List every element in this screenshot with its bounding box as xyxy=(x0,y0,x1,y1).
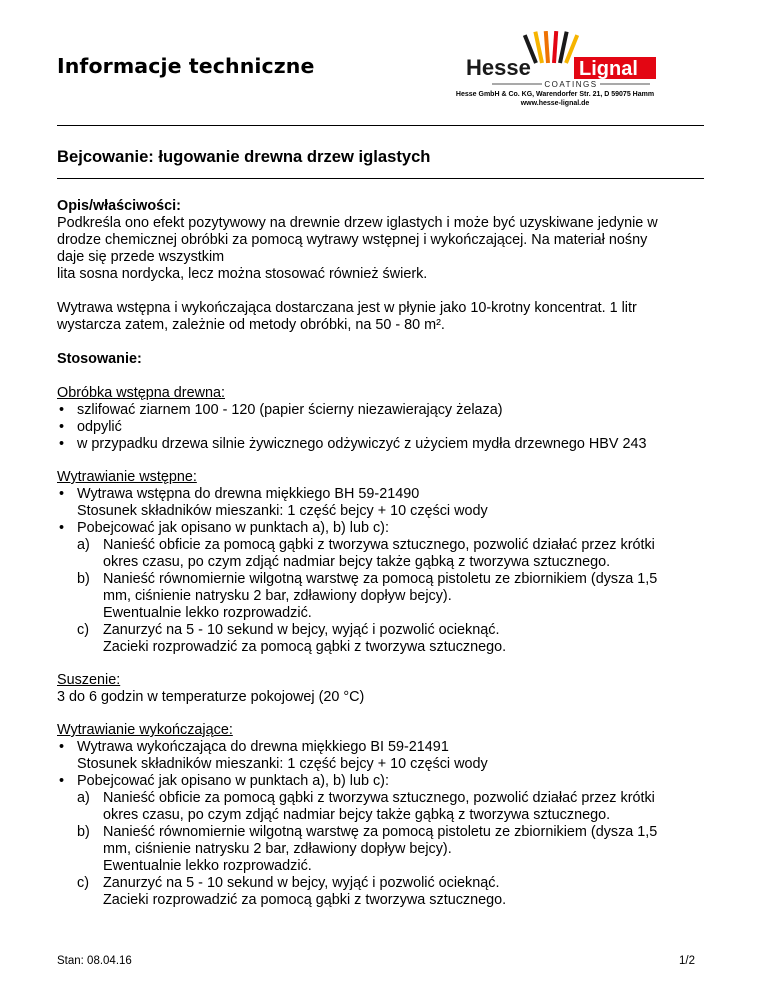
step-line: mm, ciśnienie natrysku 2 bar, zdławiony dopływ bejcy). xyxy=(103,588,452,604)
document-body xyxy=(57,198,707,909)
drying-heading: Suszenie: xyxy=(57,672,121,688)
ratio-line: Stosunek składników mieszanki: 1 część bejcy + 10 części wody xyxy=(77,503,488,519)
step-line: Zanurzyć na 5 - 10 sekund w bejcy, wyjąć i pozwolić ocieknąć. xyxy=(103,875,500,891)
step-line: Ewentualnie lekko rozprowadzić. xyxy=(103,605,312,621)
text-line: wystarcza zatem, zależnie od metody obróbki, na 50 - 80 m². xyxy=(57,317,445,333)
step-b xyxy=(57,824,707,875)
header-divider xyxy=(57,125,704,126)
logo-coatings-text: COATINGS xyxy=(544,80,598,89)
step-label: a) xyxy=(77,537,90,553)
bullet-item: • w przypadku drzewa silnie żywicznego odżywiczyć z użyciem mydła drzewnego HBV 243 xyxy=(57,436,707,453)
step-line: Ewentualnie lekko rozprowadzić. xyxy=(103,858,312,874)
step-line: Zacieki rozprowadzić za pomocą gąbki z tworzywa sztucznego. xyxy=(103,892,507,908)
company-address xyxy=(440,91,670,108)
step-line: okres czasu, po czym zdjąć nadmiar bejcy także gąbką z tworzywa sztucznego. xyxy=(103,554,611,570)
title-divider xyxy=(57,178,704,179)
hesse-lignal-logo xyxy=(462,31,658,91)
properties-heading: Opis/właściwości: xyxy=(57,198,181,214)
bullet-item: • szlifować ziarnem 100 - 120 (papier ścierny niezawierający żelaza) xyxy=(57,402,707,419)
address-line: Hesse GmbH & Co. KG, Warendorfer Str. 21, D 59075 Hamm xyxy=(455,91,655,98)
text-line: Wytrawa wstępna i wykończająca dostarczana jest w płynie jako 10-krotny koncentrat. 1 litr xyxy=(57,300,637,316)
step-label: b) xyxy=(77,571,90,587)
step-c xyxy=(57,622,707,656)
final-stain-heading: Wytrawianie wykończające: xyxy=(57,722,233,738)
website-line: www.hesse-lignal.de xyxy=(520,99,590,107)
text-line: lita sosna nordycka, lecz można stosować również świerk. xyxy=(57,266,428,282)
step-line: Nanieść równomiernie wilgotną warstwę za pomocą pistoletu ze zbiornikiem (dysza 1,5 xyxy=(103,824,658,840)
step-line: mm, ciśnienie natrysku 2 bar, zdławiony dopływ bejcy). xyxy=(103,841,452,857)
footer-page-number: 1/2 xyxy=(679,955,695,967)
pre-stain-heading: Wytrawianie wstępne: xyxy=(57,469,197,485)
step-line: Zanurzyć na 5 - 10 sekund w bejcy, wyjąć i pozwolić ocieknąć. xyxy=(103,622,500,638)
logo-fan-icon xyxy=(523,31,579,64)
bullet-item: • Pobejcować jak opisano w punktach a), b) lub c): xyxy=(57,520,707,537)
step-line: Nanieść równomiernie wilgotną warstwę za pomocą pistoletu ze zbiornikiem (dysza 1,5 xyxy=(103,571,658,587)
footer-date: Stan: 08.04.16 xyxy=(57,955,132,967)
step-c xyxy=(57,875,707,909)
document-title: Bejcowanie: ługowanie drewna drzew iglastych xyxy=(57,147,431,166)
step-line: Nanieść obficie za pomocą gąbki z tworzywa sztucznego, pozwolić działać przez krótki xyxy=(103,790,655,806)
text-line: Podkreśla ono efekt pozytywowy na drewnie drzew iglastych i może być uzyskiwane jedynie w xyxy=(57,215,658,231)
bullet-item: • odpylić xyxy=(57,419,707,436)
step-label: b) xyxy=(77,824,90,840)
page-header-title: Informacje techniczne xyxy=(57,54,315,78)
text-line: drodze chemicznej obróbki za pomocą wytrawy wstępnej i wykończającej. Na materiał nośny xyxy=(57,232,648,248)
ratio-line: Stosunek składników mieszanki: 1 część bejcy + 10 części wody xyxy=(77,756,488,772)
text-line: daje się przede wszystkim xyxy=(57,249,225,265)
bullet-item: • Wytrawa wykończająca do drewna miękkiego BI 59-21491 xyxy=(57,739,707,756)
bullet-item: • Pobejcować jak opisano w punktach a), b) lub c): xyxy=(57,773,707,790)
step-line: Zacieki rozprowadzić za pomocą gąbki z tworzywa sztucznego. xyxy=(103,639,507,655)
application-heading: Stosowanie: xyxy=(57,351,142,367)
step-a xyxy=(57,537,707,571)
logo-lignal-text: Lignal xyxy=(579,58,638,80)
drying-text: 3 do 6 godzin w temperaturze pokojowej (20 °C) xyxy=(57,689,365,705)
bullet-item: • Wytrawa wstępna do drewna miękkiego BH 59-21490 xyxy=(57,486,707,503)
step-line: Nanieść obficie za pomocą gąbki z tworzywa sztucznego, pozwolić działać przez krótki xyxy=(103,537,655,553)
step-label: c) xyxy=(77,622,89,638)
step-a xyxy=(57,790,707,824)
step-label: a) xyxy=(77,790,90,806)
step-label: c) xyxy=(77,875,89,891)
pretreatment-heading: Obróbka wstępna drewna: xyxy=(57,385,225,401)
step-b xyxy=(57,571,707,622)
step-line: okres czasu, po czym zdjąć nadmiar bejcy także gąbką z tworzywa sztucznego. xyxy=(103,807,611,823)
logo-hesse-text: Hesse xyxy=(466,55,531,80)
